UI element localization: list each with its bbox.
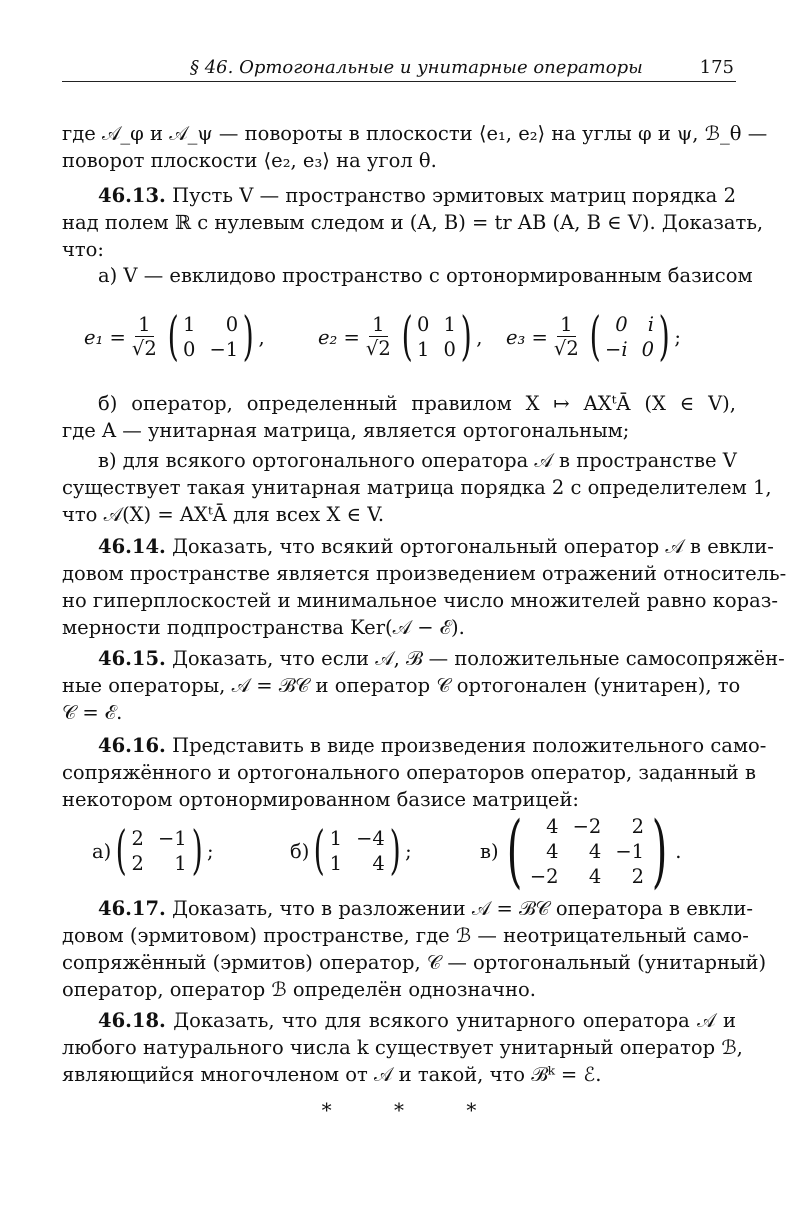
fraction-denominator: √2 [365, 336, 391, 360]
matrix [417, 312, 456, 362]
matrix-cell: 0 [417, 313, 430, 336]
separator: , [258, 325, 265, 349]
text-line: над полем ℝ с нулевым следом и (A, B) = tr AB (A, B ∈ V). Доказать, [62, 211, 764, 234]
problem-46-13 [62, 182, 764, 263]
matrix-cell: −1 [157, 827, 187, 850]
matrix-cell: 0 [641, 338, 655, 361]
matrix-cell: 2 [131, 827, 144, 850]
matrix-cell: 2 [131, 852, 144, 875]
matrix-cell: 1 [417, 338, 430, 361]
text-line: 𝒞 = ℰ. [62, 701, 123, 724]
text-line: оператор, оператор ℬ определён однозначно. [62, 978, 536, 1001]
problem-number: 46.18. [98, 1009, 166, 1032]
fraction-numerator: 1 [135, 314, 153, 337]
item-label: в) [480, 839, 499, 863]
matrix-cell: 1 [329, 852, 343, 875]
left-paren: ( [115, 821, 127, 881]
fraction-denominator: √2 [131, 336, 157, 360]
text-line: где 𝒜_φ и 𝒜_ψ — повороты в плоскости ⟨e₁, e₂⟩ на углы φ и ψ, ℬ_θ — [62, 122, 768, 145]
text-span: Пусть V — пространство эрмитовых матриц порядка 2 [172, 184, 736, 207]
item-label: а) [92, 839, 112, 863]
separator: ; [674, 325, 681, 349]
separator: , [476, 325, 483, 349]
text-line: в) для всякого ортогонального оператора 𝒜 в пространстве V [98, 449, 737, 472]
matrix-cell: 0 [443, 338, 456, 361]
basis-matrices [62, 307, 736, 367]
left-paren: ( [589, 307, 601, 367]
problem-number: 46.13. [98, 184, 166, 207]
matrix-cell: 1 [183, 313, 196, 336]
matrix [330, 826, 385, 876]
problem-number: 46.14. [98, 535, 166, 558]
text-span: Представить в виде произведения положительного само- [172, 734, 767, 757]
right-paren: ) [191, 821, 203, 881]
problem-46-17 [62, 895, 767, 1003]
right-paren: ) [651, 804, 668, 897]
fraction-numerator: 1 [369, 314, 387, 337]
matrix-cell: 0 [615, 313, 628, 336]
text-line: любого натурального числа k существует унитарный оператор ℬ, [62, 1036, 743, 1059]
text-line: где A — унитарная матрица, является ортогональным; [62, 419, 630, 442]
page [62, 0, 787, 1230]
running-head [62, 55, 736, 82]
text-span: Доказать, что всякий ортогональный оператор 𝒜 в евкли- [172, 535, 774, 558]
problem-46-13-item-b [62, 390, 736, 444]
matrix-cell: 2 [631, 814, 645, 838]
text-line: ные операторы, 𝒜 = ℬ𝒞 и оператор 𝒞 ортогонален (унитарен), то [62, 674, 741, 697]
problem-number: 46.15. [98, 647, 166, 670]
text-line: мерности подпространства Ker(𝒜 − ℰ). [62, 616, 465, 639]
text-line [62, 1007, 736, 1034]
problem-46-14 [62, 533, 787, 641]
right-paren: ) [242, 307, 254, 367]
matrix-cell: 1 [174, 852, 187, 875]
basis-e3 [506, 307, 681, 367]
text-line: что 𝒜(X) = AXᵗĀ для всех X ∈ V. [62, 503, 385, 526]
text-span: Доказать, что если 𝒜, ℬ — положительные самосопряжён- [172, 647, 785, 670]
matrix-b [290, 808, 412, 894]
text-line: некотором ортонормированном базисе матрицей: [62, 788, 580, 811]
matrix-cell: −4 [356, 827, 385, 850]
matrix-cell: 1 [329, 827, 343, 850]
text-line: существует такая унитарная матрица порядка 2 с определителем 1, [62, 476, 772, 499]
basis-label: e₃ = [506, 325, 548, 349]
matrix-cell: 2 [631, 864, 645, 888]
left-paren: ( [167, 307, 179, 367]
matrix-cell: −2 [529, 864, 559, 888]
matrix-cell: 0 [183, 338, 196, 361]
text-line [62, 533, 774, 560]
page-number: 175 [699, 57, 734, 78]
matrix [132, 826, 187, 876]
matrix-cell: 4 [546, 814, 559, 838]
matrix-cell: 0 [225, 313, 239, 336]
matrix-cell: 4 [372, 852, 385, 875]
text-line: поворот плоскости ⟨e₂, e₃⟩ на угол θ. [62, 149, 437, 172]
fraction [554, 314, 579, 361]
problem-46-13-item-a [62, 262, 753, 289]
basis-label: e₁ = [84, 325, 126, 349]
text-line: довом пространстве является произведением отражений относитель- [62, 562, 787, 585]
problem-46-13-item-c [62, 447, 772, 528]
fraction [132, 314, 157, 361]
text-line: сопряжённого и ортогонального операторов оператор, заданный в [62, 761, 756, 784]
matrix [605, 312, 654, 362]
matrix-cell: 4 [588, 864, 602, 888]
matrix-cell: 1 [443, 313, 456, 336]
fraction-numerator: 1 [557, 314, 575, 337]
separator: ; [405, 839, 412, 863]
text-line: что: [62, 238, 104, 261]
basis-label: e₂ = [318, 325, 360, 349]
basis-e1 [84, 307, 265, 367]
text-line: б) оператор, определенный правилом X ↦ AXᵗĀ (X ∈ V), [98, 392, 736, 415]
text-span: Доказать, что для всякого унитарного оператора 𝒜 и [173, 1009, 737, 1032]
text-line: сопряжённый (эрмитов) оператор, 𝒞 — ортогональный (унитарный) [62, 951, 767, 974]
problem-number: 46.16. [98, 734, 166, 757]
text-line [62, 182, 736, 209]
problem-46-18 [62, 1007, 743, 1088]
matrix-c [480, 804, 682, 897]
text-line [62, 645, 785, 672]
matrix [530, 814, 644, 889]
problem-number: 46.17. [98, 897, 166, 920]
matrix-cell: −1 [615, 839, 645, 863]
right-paren: ) [389, 821, 401, 881]
problem-46-16-matrices [62, 804, 736, 897]
fraction [366, 314, 391, 361]
basis-e2 [318, 307, 482, 367]
right-paren: ) [658, 307, 670, 367]
text-span: Доказать, что в разложении 𝒜 = ℬ𝒞 оператора в евкли- [172, 897, 753, 920]
text-line: довом (эрмитовом) пространстве, где ℬ — неотрицательный само- [62, 924, 749, 947]
fraction-denominator: √2 [553, 336, 579, 360]
running-title: § 46. Ортогональные и унитарные операторы [190, 57, 643, 78]
separator: ; [207, 839, 214, 863]
right-paren: ) [460, 307, 472, 367]
matrix-cell: −i [605, 338, 628, 361]
left-paren: ( [506, 804, 523, 897]
matrix-cell: 4 [546, 839, 559, 863]
matrix-cell: −2 [572, 814, 602, 838]
separator: . [675, 839, 682, 863]
matrix [183, 312, 238, 362]
matrix-cell: i [647, 313, 655, 336]
section-end-stars: * * * [321, 1098, 505, 1122]
text-line [62, 732, 767, 759]
left-paren: ( [313, 821, 326, 881]
text-line: но гиперплоскостей и минимальное число множителей равно кораз- [62, 589, 778, 612]
problem-46-16 [62, 732, 767, 813]
matrix-cell: −1 [209, 338, 239, 361]
left-paren: ( [401, 307, 413, 367]
intro-paragraph [62, 120, 768, 174]
matrix-a [92, 808, 214, 894]
problem-46-15 [62, 645, 785, 726]
item-label: б) [290, 839, 310, 863]
text-line: являющийся многочленом от 𝒜 и такой, что ℬᵏ = ℰ. [62, 1063, 602, 1086]
matrix-cell: 4 [588, 839, 602, 863]
text-line [62, 895, 753, 922]
text-line: а) V — евклидово пространство с ортонормированным базисом [98, 264, 753, 287]
